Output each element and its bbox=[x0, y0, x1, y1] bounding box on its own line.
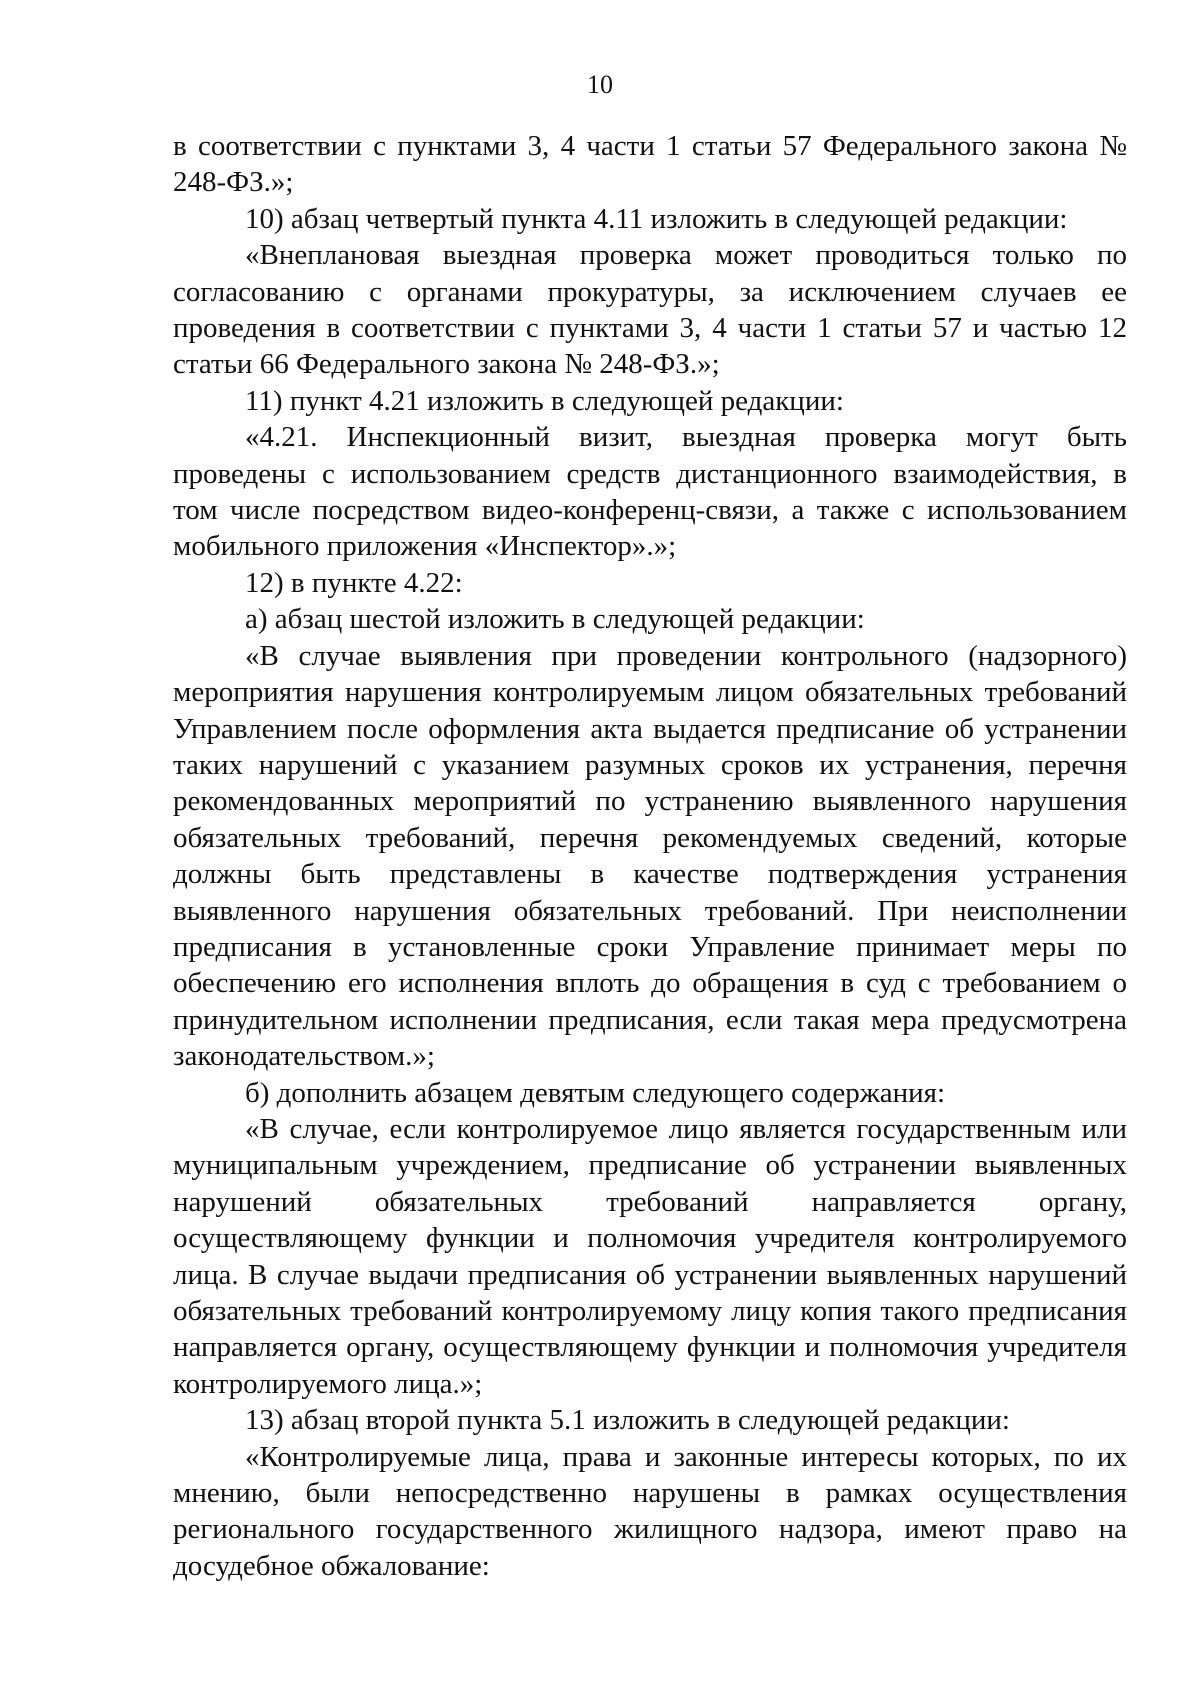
paragraph-quote-4-11: «Внеплановая выездная проверка может проводиться только по согласованию с органами прокуратуры, за исключением случаев ее проведения в соответствии с пунктами 3, 4 части 1 статьи 57 и частью 12 статьи 66 Федерального закона № 248-ФЗ.»; bbox=[173, 239, 1127, 381]
paragraph-quote-4-22-a: «В случае выявления при проведении контрольного (надзорного) мероприятия нарушения контролируемым лицом обязательных требований Управлением после оформления акта выдается предписание об устранении таких нарушений с указанием разумных сроков их устранения, перечня рекомендованных мероприятий по устранению выявленного нарушения обязательных требований, перечня рекомендуемых сведений, которые должны быть представлены в качестве подтверждения устранения выявленного нарушения обязательных требований. При неисполнении предписания в установленные сроки Управление принимает меры по обеспечению его исполнения вплоть до обращения в суд с требованием о принудительном исполнении предписания, если такая мера предусмотрена законодательством.»; bbox=[173, 639, 1127, 1073]
paragraph-item-13: 13) абзац второй пункта 5.1 изложить в следующей редакции: bbox=[245, 1404, 1010, 1437]
paragraph-item-10: 10) абзац четвертый пункта 4.11 изложить в следующей редакции: bbox=[245, 202, 1068, 235]
paragraph-item-12: 12) в пункте 4.22: bbox=[245, 566, 463, 599]
paragraph-subitem-a: а) абзац шестой изложить в следующей редакции: bbox=[245, 603, 865, 636]
page-number: 10 bbox=[587, 70, 613, 99]
paragraph-quote-4-21: «4.21. Инспекционный визит, выездная проверка могут быть проведены с использованием средств дистанционного взаимодействия, в том числе посредством видео-конференц-связи, а также с использованием мобильного приложения «Инспектор».»; bbox=[173, 421, 1127, 563]
paragraph-quote-4-22-b: «В случае, если контролируемое лицо является государственным или муниципальным учреждением, предписание об устранении выявленных нарушений обязательных требований направляется органу, осуществляющему функции и полномочия учредителя контролируемого лица. В случае выдачи предписания об устранении выявленных нарушений обязательных требований контролируемому лицу копия такого предписания направляется органу, осуществляющему функции и полномочия учредителя контролируемого лица.»; bbox=[173, 1112, 1127, 1400]
paragraph-item-11: 11) пункт 4.21 изложить в следующей редакции: bbox=[245, 384, 844, 417]
paragraph-quote-5-1: «Контролируемые лица, права и законные интересы которых, по их мнению, были непосредственно нарушены в рамках осуществления регионального государственного жилищного надзора, имеют право на досудебное обжалование: bbox=[173, 1440, 1127, 1582]
document-body bbox=[173, 128, 1127, 1584]
paragraph-subitem-b: б) дополнить абзацем девятым следующего содержания: bbox=[245, 1076, 946, 1109]
paragraph-continuation: в соответствии с пунктами 3, 4 части 1 статьи 57 Федерального закона № 248-ФЗ.»; bbox=[173, 130, 1127, 199]
